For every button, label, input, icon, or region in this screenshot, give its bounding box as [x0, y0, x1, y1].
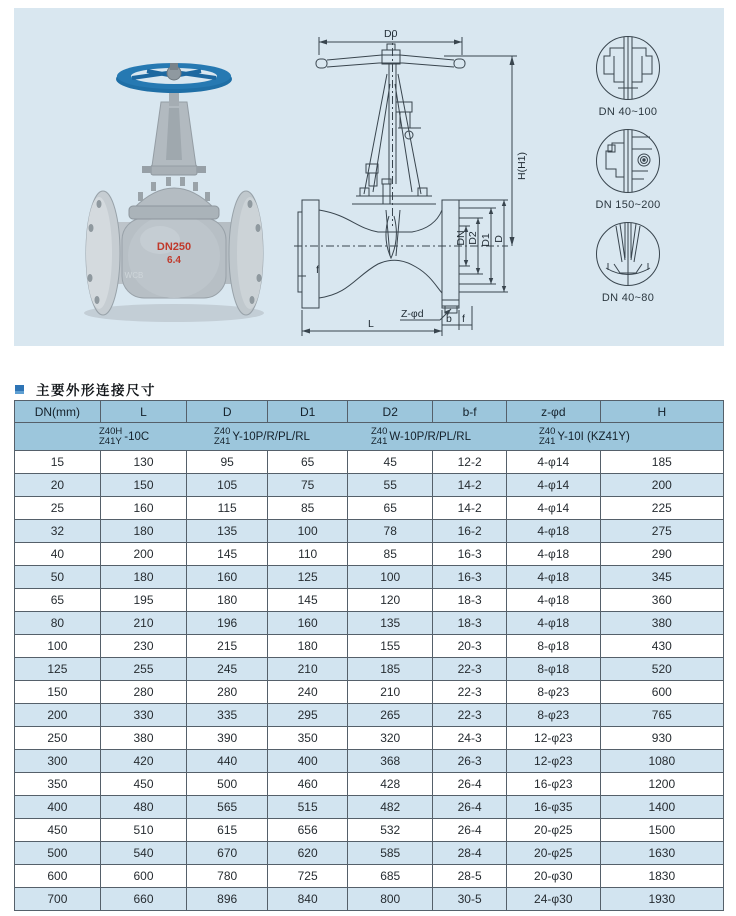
detail-drawing-gland-small [594, 34, 662, 102]
table-row [15, 819, 724, 842]
table-row [15, 635, 724, 658]
table-cell: 115 [187, 497, 268, 520]
table-cell: 335 [187, 704, 268, 727]
col-header-d2: D2 [348, 401, 433, 423]
table-row [15, 474, 724, 497]
table-cell: 275 [600, 520, 723, 543]
table-cell: 40 [15, 543, 101, 566]
table-cell: 540 [100, 842, 186, 865]
table-cell: 4-φ18 [507, 520, 601, 543]
table-cell: 28-4 [433, 842, 507, 865]
dim-label-d1: D1 [480, 233, 492, 247]
table-cell: 85 [268, 497, 348, 520]
table-cell: 440 [187, 750, 268, 773]
table-cell: 12-2 [433, 451, 507, 474]
table-cell: 22-3 [433, 658, 507, 681]
table-body [15, 451, 724, 911]
detail-caption: DN 40~80 [601, 292, 655, 304]
table-cell: 1500 [600, 819, 723, 842]
table-cell: 428 [348, 773, 433, 796]
table-cell: 8-φ18 [507, 658, 601, 681]
table-cell: 145 [268, 589, 348, 612]
table-cell: 4-φ14 [507, 474, 601, 497]
table-cell: 32 [15, 520, 101, 543]
table-cell: 78 [348, 520, 433, 543]
table-cell: 160 [100, 497, 186, 520]
table-cell: 780 [187, 865, 268, 888]
table-cell: 120 [348, 589, 433, 612]
table-cell: 515 [268, 796, 348, 819]
table-cell: 24-φ30 [507, 888, 601, 911]
table-cell: 65 [348, 497, 433, 520]
table-cell: 95 [187, 451, 268, 474]
table-cell: 1200 [600, 773, 723, 796]
table-cell: 100 [348, 566, 433, 589]
table-cell: 500 [187, 773, 268, 796]
detail-view [594, 34, 662, 118]
table-cell: 8-φ23 [507, 681, 601, 704]
table-cell: 250 [15, 727, 101, 750]
table-cell: 4-φ18 [507, 612, 601, 635]
table-cell: 85 [348, 543, 433, 566]
table-cell: 368 [348, 750, 433, 773]
table-cell: 230 [100, 635, 186, 658]
table-cell: 125 [15, 658, 101, 681]
col-header-d1: D1 [268, 401, 348, 423]
dimensions-table [14, 400, 724, 911]
detail-view [594, 220, 662, 304]
table-cell: 125 [268, 566, 348, 589]
table-cell: 295 [268, 704, 348, 727]
col-header-l: L [100, 401, 186, 423]
table-cell: 1080 [600, 750, 723, 773]
table-cell: 50 [15, 566, 101, 589]
table-cell: 150 [100, 474, 186, 497]
table-cell: 26-4 [433, 796, 507, 819]
table-cell: 840 [268, 888, 348, 911]
marking-pn: 6.4 [167, 255, 181, 266]
table-cell: 18-3 [433, 589, 507, 612]
model-designation-row [15, 423, 724, 451]
table-cell: 185 [600, 451, 723, 474]
table-cell: 225 [600, 497, 723, 520]
table-cell: 4-φ18 [507, 589, 601, 612]
table-row [15, 704, 724, 727]
table-cell: 22-3 [433, 704, 507, 727]
dim-label-b: b [446, 313, 452, 325]
table-cell: 75 [268, 474, 348, 497]
detail-caption: DN 150~200 [595, 199, 661, 211]
table-cell: 215 [187, 635, 268, 658]
table-cell: 4-φ14 [507, 497, 601, 520]
table-cell: 800 [348, 888, 433, 911]
table-cell: 22-3 [433, 681, 507, 704]
table-row [15, 612, 724, 635]
marking-material: WCB [124, 271, 144, 280]
table-cell: 20-φ30 [507, 865, 601, 888]
table-cell: 482 [348, 796, 433, 819]
table-cell: 65 [268, 451, 348, 474]
table-cell: 450 [100, 773, 186, 796]
table-cell: 12-φ23 [507, 727, 601, 750]
table-cell: 656 [268, 819, 348, 842]
table-row [15, 727, 724, 750]
table-cell: 30-5 [433, 888, 507, 911]
valve-drawing [294, 14, 544, 344]
table-cell: 280 [187, 681, 268, 704]
table-row [15, 451, 724, 474]
dim-label-d2: D2 [467, 231, 479, 245]
dim-label-f-left: f [316, 264, 319, 276]
table-cell: 145 [187, 543, 268, 566]
table-cell: 290 [600, 543, 723, 566]
bonnet-dome [134, 188, 214, 208]
table-cell: 4-φ18 [507, 543, 601, 566]
table-cell: 330 [100, 704, 186, 727]
dim-label-d: D [493, 235, 505, 243]
dim-label-h: H(H1) [516, 152, 528, 180]
table-cell: 26-4 [433, 773, 507, 796]
table-row [15, 658, 724, 681]
table-row [15, 520, 724, 543]
table-cell: 1400 [600, 796, 723, 819]
table-row [15, 681, 724, 704]
table-cell: 210 [348, 681, 433, 704]
table-cell: 510 [100, 819, 186, 842]
marking-dn: DN250 [156, 241, 192, 253]
table-cell: 400 [15, 796, 101, 819]
col-header-bf: b-f [433, 401, 507, 423]
table-cell: 55 [348, 474, 433, 497]
table-cell: 280 [100, 681, 186, 704]
table-cell: 300 [15, 750, 101, 773]
table-cell: 110 [268, 543, 348, 566]
table-row [15, 543, 724, 566]
table-cell: 500 [15, 842, 101, 865]
table-cell: 80 [15, 612, 101, 635]
table-cell: 450 [15, 819, 101, 842]
product-panel [14, 8, 724, 346]
table-cell: 26-3 [433, 750, 507, 773]
table-cell: 135 [187, 520, 268, 543]
table-cell: 14-2 [433, 474, 507, 497]
table-cell: 185 [348, 658, 433, 681]
table-cell: 45 [348, 451, 433, 474]
table-cell: 26-4 [433, 819, 507, 842]
table-row [15, 566, 724, 589]
detail-caption: DN 40~100 [598, 106, 658, 118]
table-cell: 420 [100, 750, 186, 773]
table-cell: 28-5 [433, 865, 507, 888]
table-header-row [15, 401, 724, 423]
table-cell: 105 [187, 474, 268, 497]
table-cell: 160 [268, 612, 348, 635]
table-row [15, 497, 724, 520]
col-header-h: H [600, 401, 723, 423]
table-cell: 670 [187, 842, 268, 865]
table-cell: 360 [600, 589, 723, 612]
detail-drawing-gland-large [594, 127, 662, 195]
table-cell: 430 [600, 635, 723, 658]
table-cell: 20-φ25 [507, 819, 601, 842]
table-cell: 100 [268, 520, 348, 543]
table-cell: 1930 [600, 888, 723, 911]
table-cell: 390 [187, 727, 268, 750]
table-cell: 350 [15, 773, 101, 796]
table-cell: 685 [348, 865, 433, 888]
dim-label-f-bottom: f [462, 313, 465, 325]
table-cell: 200 [100, 543, 186, 566]
table-cell: 725 [268, 865, 348, 888]
table-row [15, 865, 724, 888]
table-cell: 520 [600, 658, 723, 681]
model-label: Z40H Z41Y -10C [99, 425, 150, 447]
table-row [15, 888, 724, 911]
dim-label-z-phi-d: Z-φd [401, 308, 424, 320]
table-cell: 765 [600, 704, 723, 727]
table-cell: 16-3 [433, 543, 507, 566]
table-cell: 615 [187, 819, 268, 842]
table-cell: 460 [268, 773, 348, 796]
table-cell: 600 [15, 865, 101, 888]
table-row [15, 796, 724, 819]
dim-label-l: L [368, 318, 374, 330]
table-cell: 210 [268, 658, 348, 681]
table-cell: 930 [600, 727, 723, 750]
col-header-dn: DN(mm) [15, 401, 101, 423]
table-cell: 380 [600, 612, 723, 635]
table-cell: 15 [15, 451, 101, 474]
table-cell: 135 [348, 612, 433, 635]
table-cell: 4-φ18 [507, 566, 601, 589]
dim-label-d0: D0 [384, 28, 398, 40]
table-cell: 200 [600, 474, 723, 497]
table-cell: 380 [100, 727, 186, 750]
table-cell: 245 [187, 658, 268, 681]
table-cell: 200 [15, 704, 101, 727]
table-cell: 532 [348, 819, 433, 842]
table-cell: 320 [348, 727, 433, 750]
table-cell: 8-φ18 [507, 635, 601, 658]
valve-photo [72, 26, 277, 331]
dim-label-dn: DN [455, 230, 467, 246]
table-cell: 130 [100, 451, 186, 474]
table-cell: 255 [100, 658, 186, 681]
table-row [15, 773, 724, 796]
table-cell: 180 [100, 566, 186, 589]
table-cell: 16-φ35 [507, 796, 601, 819]
table-cell: 20-φ25 [507, 842, 601, 865]
table-cell: 16-3 [433, 566, 507, 589]
table-cell: 600 [100, 865, 186, 888]
table-cell: 700 [15, 888, 101, 911]
table-cell: 4-φ14 [507, 451, 601, 474]
table-cell: 180 [187, 589, 268, 612]
model-label: Z40 Z41 Y-10P/R/PL/RL [214, 425, 310, 447]
detail-view [594, 127, 662, 211]
table-cell: 1830 [600, 865, 723, 888]
table-cell: 20-3 [433, 635, 507, 658]
table-cell: 20 [15, 474, 101, 497]
table-cell: 210 [100, 612, 186, 635]
table-cell: 345 [600, 566, 723, 589]
model-label: Z40 Z41 W-10P/R/PL/RL [371, 425, 471, 447]
table-cell: 100 [15, 635, 101, 658]
table-cell: 18-3 [433, 612, 507, 635]
table-cell: 180 [268, 635, 348, 658]
table-cell: 24-3 [433, 727, 507, 750]
table-row [15, 842, 724, 865]
table-cell: 16-φ23 [507, 773, 601, 796]
model-label: Z40 Z41 Y-10I (KZ41Y) [539, 425, 630, 447]
table-cell: 585 [348, 842, 433, 865]
table-cell: 14-2 [433, 497, 507, 520]
col-header-zpd: z-φd [507, 401, 601, 423]
table-cell: 25 [15, 497, 101, 520]
table-cell: 16-2 [433, 520, 507, 543]
detail-views [552, 34, 704, 313]
table-cell: 660 [100, 888, 186, 911]
table-cell: 896 [187, 888, 268, 911]
table-row [15, 589, 724, 612]
table-cell: 150 [15, 681, 101, 704]
col-header-d: D [187, 401, 268, 423]
table-cell: 160 [187, 566, 268, 589]
table-cell: 1630 [600, 842, 723, 865]
section-heading-row [15, 379, 156, 399]
table-cell: 155 [348, 635, 433, 658]
table-cell: 600 [600, 681, 723, 704]
table-cell: 265 [348, 704, 433, 727]
table-cell: 65 [15, 589, 101, 612]
table-cell: 240 [268, 681, 348, 704]
table-cell: 350 [268, 727, 348, 750]
table-cell: 400 [268, 750, 348, 773]
table-cell: 196 [187, 612, 268, 635]
table-row [15, 750, 724, 773]
section-heading: 主要外形连接尺寸 [36, 383, 156, 398]
table-cell: 12-φ23 [507, 750, 601, 773]
detail-drawing-wedge [594, 220, 662, 288]
table-cell: 180 [100, 520, 186, 543]
table-cell: 620 [268, 842, 348, 865]
table-cell: 195 [100, 589, 186, 612]
table-cell: 480 [100, 796, 186, 819]
bullet-square-icon [15, 385, 24, 394]
table-cell: 565 [187, 796, 268, 819]
table-cell: 8-φ23 [507, 704, 601, 727]
